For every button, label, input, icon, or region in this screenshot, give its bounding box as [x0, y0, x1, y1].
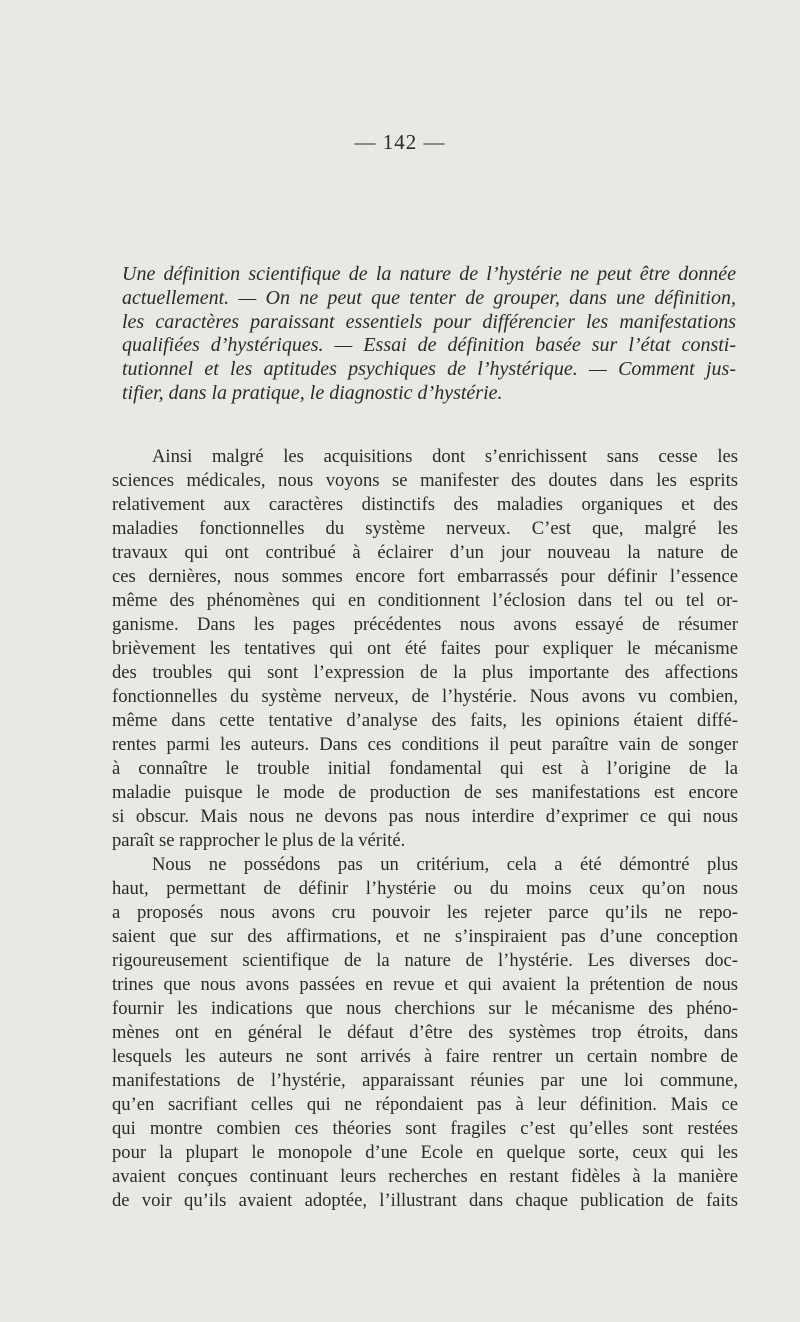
summary-line: tifier, dans la pratique, le diagnostic d’hystérie. — [122, 381, 503, 404]
body-line: mènes ont en général le défaut d’être des systèmes trop étroits, dans — [112, 1022, 738, 1043]
body-line: Ainsi malgré les acquisitions dont s’enrichissent sans cesse les — [152, 446, 738, 467]
summary-line: qualifiées d’hystériques. — Essai de définition basée sur l’état consti- — [122, 334, 736, 357]
body-line: lesquels les auteurs ne sont arrivés à faire rentrer un certain nombre de — [112, 1046, 738, 1067]
body-line: manifestations de l’hystérie, apparaissant réunies par une loi commune, — [112, 1070, 738, 1091]
body-line: paraît se rapprocher le plus de la vérité. — [112, 830, 406, 851]
body-line: fournir les indications que nous cherchions sur le mécanisme des phéno- — [112, 998, 738, 1019]
body-line: rentes parmi les auteurs. Dans ces conditions il peut paraître vain de songer — [112, 734, 738, 755]
chapter-summary — [122, 263, 736, 406]
summary-line: tutionnel et les aptitudes psychiques de l’hystérique. — Comment jus- — [122, 358, 736, 381]
body-line: qui montre combien ces théories sont fragiles c’est qu’elles sont restées — [112, 1118, 738, 1139]
summary-line: les caractères paraissant essentiels pour différencier les manifestations — [122, 310, 736, 333]
body-line: maladie puisque le mode de production de ses manifestations est encore — [112, 782, 738, 803]
body-line: maladies fonctionnelles du système nerveux. C’est que, malgré les — [112, 518, 738, 539]
body-line: saient que sur des affirmations, et ne s’inspiraient pas d’une conception — [112, 926, 738, 947]
body-line: ganisme. Dans les pages précédentes nous avons essayé de résumer — [112, 614, 738, 635]
page-number: — 142 — — [354, 130, 446, 154]
body-line: même dans cette tentative d’analyse des faits, les opinions étaient diffé- — [112, 710, 738, 731]
body-line: pour la plupart le monopole d’une Ecole en quelque sorte, ceux qui les — [112, 1142, 738, 1163]
body-line: rigoureusement scientifique de la nature de l’hystérie. Les diverses doc- — [112, 950, 738, 971]
body-line: qu’en sacrifiant celles qui ne répondaient pas à leur définition. Mais ce — [112, 1094, 738, 1115]
body-text — [112, 445, 738, 1213]
body-line: haut, permettant de définir l’hystérie ou du moins ceux qu’on nous — [112, 878, 738, 899]
body-line: des troubles qui sont l’expression de la plus importante des affections — [112, 662, 738, 683]
body-line: ces dernières, nous sommes encore fort embarrassés pour définir l’essence — [112, 566, 738, 587]
body-line: Nous ne possédons pas un critérium, cela a été démontré plus — [152, 854, 738, 875]
body-line: relativement aux caractères distinctifs des maladies organiques et des — [112, 494, 738, 515]
body-line: trines que nous avons passées en revue et qui avaient la prétention de nous — [112, 974, 738, 995]
body-line: travaux qui ont contribué à éclairer d’un jour nouveau la nature de — [112, 542, 738, 563]
body-line: brièvement les tentatives qui ont été faites pour expliquer le mécanisme — [112, 638, 738, 659]
summary-line: actuellement. — On ne peut que tenter de grouper, dans une définition, — [122, 286, 736, 309]
body-line: avaient conçues continuant leurs recherches en restant fidèles à la manière — [112, 1166, 738, 1187]
body-line: de voir qu’ils avaient adoptée, l’illustrant dans chaque publication de faits — [112, 1190, 738, 1211]
body-line: si obscur. Mais nous ne devons pas nous interdire d’exprimer ce qui nous — [112, 806, 738, 827]
body-line: a proposés nous avons cru pouvoir les rejeter parce qu’ils ne repo- — [112, 902, 738, 923]
body-line: fonctionnelles du système nerveux, de l’hystérie. Nous avons vu combien, — [112, 686, 738, 707]
body-line: sciences médicales, nous voyons se manifester des doutes dans les esprits — [112, 470, 738, 491]
body-line: même des phénomènes qui en conditionnent l’éclosion dans tel ou tel or- — [112, 590, 738, 611]
body-line: à connaître le trouble initial fondamental qui est à l’origine de la — [112, 758, 738, 779]
summary-line: Une définition scientifique de la nature de l’hystérie ne peut être donnée — [122, 263, 736, 285]
